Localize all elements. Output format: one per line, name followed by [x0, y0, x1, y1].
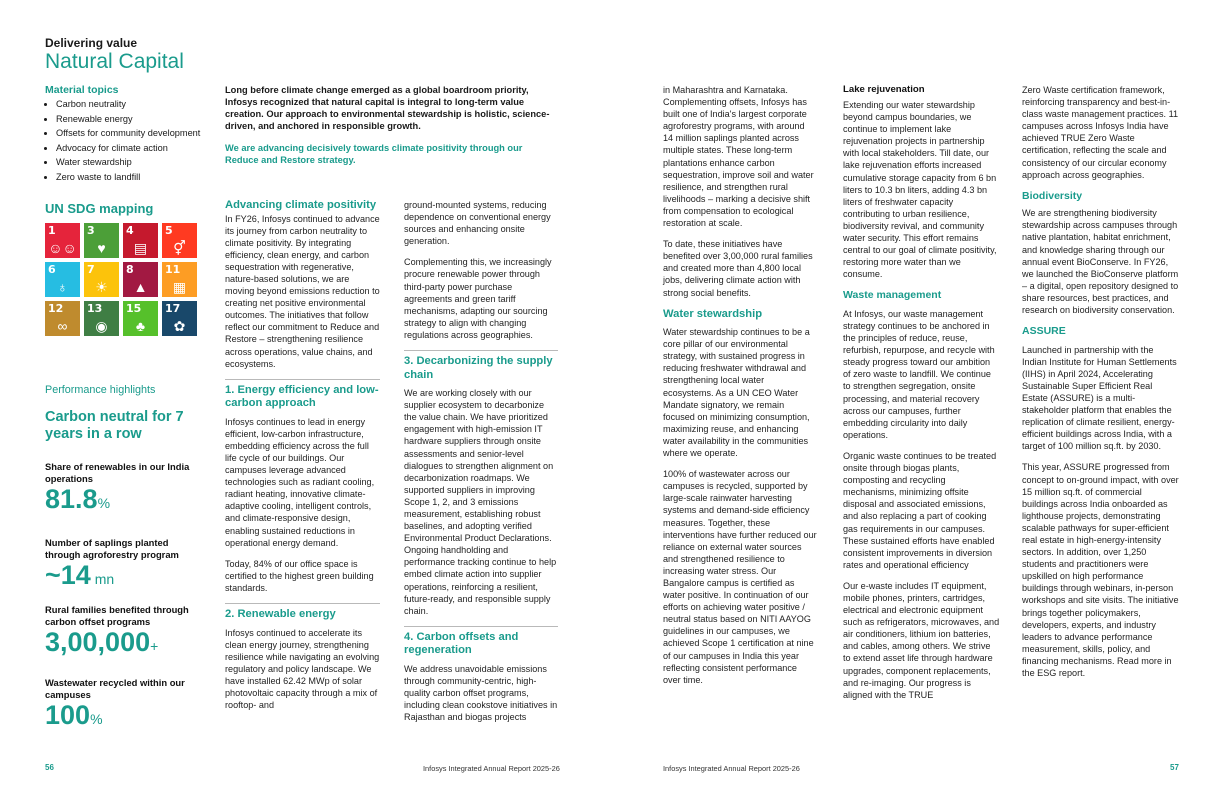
- sdg-number: 6: [48, 263, 56, 276]
- sdg-number: 17: [165, 302, 181, 315]
- paragraph: Infosys continues to lead in energy efficient, low-carbon infrastructure, embedding efficiency across the full life cycle of our buildings. Our campuses leverage advanced technologies such as radiant cooling, radiant heating, innovative climate-adaptive cooling, intelligent controls, and climate-responsive design, enabling sustained reductions in operational energy demand.: [225, 416, 375, 548]
- material-topics-heading: Material topics: [45, 84, 119, 96]
- column-4: [843, 84, 1000, 710]
- sdg-number: 5: [165, 224, 173, 237]
- section-heading: Lake rejuvenation: [843, 84, 925, 95]
- sdg-goal-12-tile: [45, 301, 80, 336]
- city-icon: ▦: [172, 279, 187, 295]
- paragraph: Extending our water stewardship beyond campus boundaries, we continue to implement lake rejuvenation projects in partnership with local stakeholders. Till date, our lake rejuvenation efforts increased cumulative storage capacity from 6 bn liters to 10.3 bn liters, adding 4.3 bn liters of freshwater capacity contributing to urban resilience, biodiversity revival, and community water security. This effort remains central to our goal of climate positivity, restoring more water than we consume.: [843, 100, 997, 280]
- section-heading: Biodiversity: [1022, 189, 1083, 202]
- stat-label: Share of renewables in our India operations: [45, 461, 190, 484]
- stat-label: Wastewater recycled within our campuses: [45, 677, 185, 700]
- material-topic-item: • Water stewardship: [56, 155, 205, 170]
- stat-block: [45, 604, 195, 661]
- page-number-right: 57: [1170, 763, 1179, 772]
- paragraph: 100% of wastewater across our campuses is recycled, supported by large-scale rainwater harvesting systems and demand-side efficiency measures. Together, these interventions have further reduced our reliance on external water sources and strengthened resilience to increasing water stress. Our Bangalore campus is certified as water positive. In continuation of our efforts on achieving water positive / neutral status based on NITI AAYOG guidelines in our campuses, we achieved Scope 1 certification at nine of our campuses in India this year reflecting consistent performance over time.: [663, 469, 817, 685]
- gender-icon: ⚥: [173, 240, 186, 256]
- paragraph: We are strengthening biodiversity stewardship across campuses through native plantation, habitat enrichment, and knowledge sharing through our annual event BioConserve. In FY26, we launched the BioConserve platform – a digital, open repository designed to share resources, best practices, and research on biodiversity conservation.: [1022, 208, 1179, 315]
- sdg-number: 12: [48, 302, 64, 315]
- stat-block: [45, 461, 195, 518]
- sdg-number: 1: [48, 224, 56, 237]
- section-kicker: Delivering value: [45, 36, 138, 50]
- sdg-heading: UN SDG mapping: [45, 201, 154, 216]
- intro: [225, 84, 555, 167]
- sdg-goal-5-tile: [162, 223, 197, 258]
- footer-title-left: Infosys Integrated Annual Report 2025-26: [423, 764, 560, 773]
- material-topic-item: • Offsets for community development: [56, 126, 205, 141]
- paragraph: We are working closely with our supplier ecosystem to decarbonize the value chain. We have prioritized engagement with high-emission IT hardware suppliers through onsite assessments and senior-level dialogues to strengthen alignment on decarbonization roadmaps. We supported suppliers in improving Scope 1, 2, and 3 emissions measurement, establishing robust baselines, and adopting verified Environmental Product Declarations. Ongoing handholding and performance tracking continue to help embed climate action into supplier operations, reinforcing a resilient, future-ready, and responsible supply chain.: [404, 388, 557, 616]
- material-topics: [45, 84, 205, 185]
- health-icon: ♥: [97, 240, 106, 256]
- column-3: [663, 84, 817, 695]
- section-heading: 4. Carbon offsets and regeneration: [404, 630, 519, 657]
- sdg-grid: [45, 223, 197, 336]
- paragraph: in Maharashtra and Karnataka. Complementing offsets, Infosys has built one of India's largest corporate agroforestry programs, with around 14 million saplings planted across multiple states. These long-term plantations enhance carbon sequestration, improve soil and water resilience, and strengthen rural livelihoods – marking a decisive shift from compensation to ecological restoration at scale.: [663, 85, 814, 229]
- paragraph: Zero Waste certification framework, reinforcing transparency and best-in-class waste management practices. 11 campuses across Infosys India have achieved TRUE Zero Waste certification, reflecting the scale and consistency of our circular economy approach across geographies.: [1022, 85, 1179, 180]
- tree-icon: ♣: [135, 318, 146, 334]
- page-header: [45, 36, 184, 74]
- sdg-goal-13-tile: [84, 301, 119, 336]
- growth-icon: ▲: [133, 279, 148, 295]
- footer-title-right: Infosys Integrated Annual Report 2025-26: [663, 764, 800, 773]
- stat-block: [45, 677, 195, 734]
- stat-label: Rural families benefited through carbon offset programs: [45, 604, 189, 627]
- divider: [225, 603, 380, 604]
- sdg-goal-8-tile: [123, 262, 158, 297]
- sdg-number: 7: [87, 263, 95, 276]
- stat-value: 81.8%: [45, 484, 111, 514]
- divider: [404, 626, 558, 627]
- page-number-left: 56: [45, 763, 54, 772]
- eye-globe-icon: ◉: [95, 318, 108, 334]
- sdg-number: 3: [87, 224, 95, 237]
- sdg-goal-15-tile: [123, 301, 158, 336]
- column-2: [404, 199, 558, 732]
- material-topic-item: • Zero waste to landfill: [56, 170, 205, 185]
- sdg-goal-7-tile: [84, 262, 119, 297]
- stat-value: 3,00,000+: [45, 627, 159, 657]
- page-title: Natural Capital: [45, 50, 184, 73]
- performance-highlights: [45, 384, 215, 442]
- divider: [225, 379, 380, 380]
- stat-value: ~14 mn: [45, 560, 115, 590]
- column-5: [1022, 84, 1179, 688]
- paragraph: Complementing this, we increasingly procure renewable power through third-party power purchase agreements and green tariff mechanisms, adapting our sourcing strategy to align with changing regulations across geographies.: [404, 257, 552, 340]
- stat-block: [45, 537, 195, 594]
- paragraph: Launched in partnership with the Indian Institute for Human Settlements (IIHS) in April 2024, Accelerating Sustainable Super Efficient Real Estate (ASSURE) is a multi-stakeholder platform that enables the replication of climate resilient, energy-efficient buildings across India, with a target of 100 million sq.ft. by 2030.: [1022, 344, 1177, 452]
- intro-lead: Long before climate change emerged as a global boardroom priority, Infosys recognized that natural capital is integral to long-term value creation. Our approach to environmental stewardship is holistic, science-driven, and anchored in responsible growth.: [225, 85, 550, 132]
- paragraph: Infosys continued to accelerate its clean energy journey, strengthening resilience while navigating an evolving regulatory and policy landscape. We have installed 62.42 MWp of solar photovoltaic capacity through a mix of rooftop- and: [225, 627, 380, 711]
- section-heading: Advancing climate positivity: [225, 199, 377, 211]
- material-topics-list: [45, 97, 205, 185]
- section-heading: 2. Renewable energy: [225, 608, 336, 621]
- sdg-goal-11-tile: [162, 262, 197, 297]
- water-drop-icon: ♁: [57, 279, 68, 295]
- performance-headline: Carbon neutral for 7 years in a row: [45, 409, 184, 442]
- section-heading: 3. Decarbonizing the supply chain: [404, 355, 553, 381]
- section-heading: Water stewardship: [663, 307, 763, 320]
- stat-value: 100%: [45, 700, 103, 730]
- people-icon: ☺☺: [48, 240, 77, 256]
- performance-heading: Performance highlights: [45, 384, 156, 396]
- paragraph: We address unavoidable emissions through community-centric, high-quality carbon offset programs, including clean cookstove initiatives in Rajasthan and biogas projects: [404, 663, 558, 723]
- paragraph: Our e-waste includes IT equipment, mobile phones, printers, cartridges, electrical and electronic equipment such as refrigerators, microwaves, and air conditioners, lithium ion batteries, and cables, among others. We strive to extend asset life through hardware upgrades, component replacements, and re-imaging. Our progress is aligned with the TRUE: [843, 580, 1000, 700]
- book-icon: ▤: [133, 240, 148, 256]
- section-heading: Waste management: [843, 289, 942, 302]
- sdg-number: 8: [126, 263, 134, 276]
- paragraph: Water stewardship continues to be a core pillar of our environmental strategy, with sustained progress in reducing freshwater withdrawal and strengthening local water ecosystems. As a UN CEO Water Mandate signatory, we remain focused on minimizing consumption, maximizing reuse, and enhancing water availability in the communities where we operate.: [663, 327, 810, 459]
- sdg-number: 15: [126, 302, 142, 315]
- sun-icon: ☀: [95, 279, 108, 295]
- material-topic-item: • Carbon neutrality: [56, 97, 205, 112]
- paragraph: To date, these initiatives have benefited over 3,00,000 rural families and created more than 4,800 local jobs, delivering climate action with strong social benefits.: [663, 239, 813, 298]
- paragraph: At Infosys, our waste management strategy continues to be anchored in the principles of reduce, reuse, refurbish, repurpose, and recycle with steady progress toward our ambition of zero waste to landfill. We continue to strengthen segregation, onsite processing, and material recovery across our campuses, further embedding circularity into daily operations.: [843, 308, 995, 440]
- flower-icon: ✿: [173, 318, 186, 334]
- stat-label: Number of saplings planted through agroforestry program: [45, 537, 179, 560]
- column-1: [225, 199, 380, 720]
- paragraph: ground-mounted systems, reducing dependence on conventional energy sources and enhancing onsite generation.: [404, 200, 551, 247]
- divider: [404, 350, 558, 351]
- material-topic-item: • Advocacy for climate action: [56, 141, 205, 156]
- paragraph: In FY26, Infosys continued to advance its journey from carbon neutrality to climate positivity. By integrating efficiency, clean energy, and carbon sequestration with regenerative, nature-based solutions, we are moving beyond emissions reduction to creating net positive environmental outcomes. The initiatives that follow reflect our commitment to Reduce and Restore – strengthening resilience across operations, value chains, and ecosystems.: [225, 213, 380, 369]
- sdg-goal-17-tile: [162, 301, 197, 336]
- sdg-number: 13: [87, 302, 103, 315]
- sdg-goal-6-tile: [45, 262, 80, 297]
- paragraph: Today, 84% of our office space is certified to the highest green building standards.: [225, 558, 374, 593]
- sdg-number: 4: [126, 224, 134, 237]
- section-heading: ASSURE: [1022, 325, 1066, 338]
- material-topic-item: • Renewable energy: [56, 112, 205, 127]
- sdg-goal-1-tile: [45, 223, 80, 258]
- sdg-goal-4-tile: [123, 223, 158, 258]
- section-heading: 1. Energy efficiency and low-carbon approach: [225, 383, 379, 410]
- sdg-mapping: [45, 201, 197, 336]
- sdg-goal-3-tile: [84, 223, 119, 258]
- paragraph: This year, ASSURE progressed from concept to on-ground impact, with over 15 million sq.ft. of commercial buildings across India onboarded as lighthouse projects, demonstrating scalable pathways for super-efficient real estate in high-energy-intensity sectors. In addition, over 1,250 students and practitioners were upskilled on high performance buildings through webinars, in-person workshops and site visits. The initiative brings together policymakers, developers, experts, and industry leaders to advance performance measurement, skills, policy, and financing mechanisms. Read more in the ESG report.: [1022, 462, 1179, 679]
- infinity-icon: ∞: [57, 318, 68, 334]
- intro-strategy: We are advancing decisively towards climate positivity through our Reduce and Restore strategy.: [225, 143, 523, 166]
- sdg-number: 11: [165, 263, 181, 276]
- paragraph: Organic waste continues to be treated onsite through biogas plants, composting and recycling mechanisms, minimizing offsite disposal and associated emissions, and also replacing a part of cooking gas requirements in our campuses. These sustained efforts have enabled consistent improvements in diversion rates and operational efficiency: [843, 450, 997, 570]
